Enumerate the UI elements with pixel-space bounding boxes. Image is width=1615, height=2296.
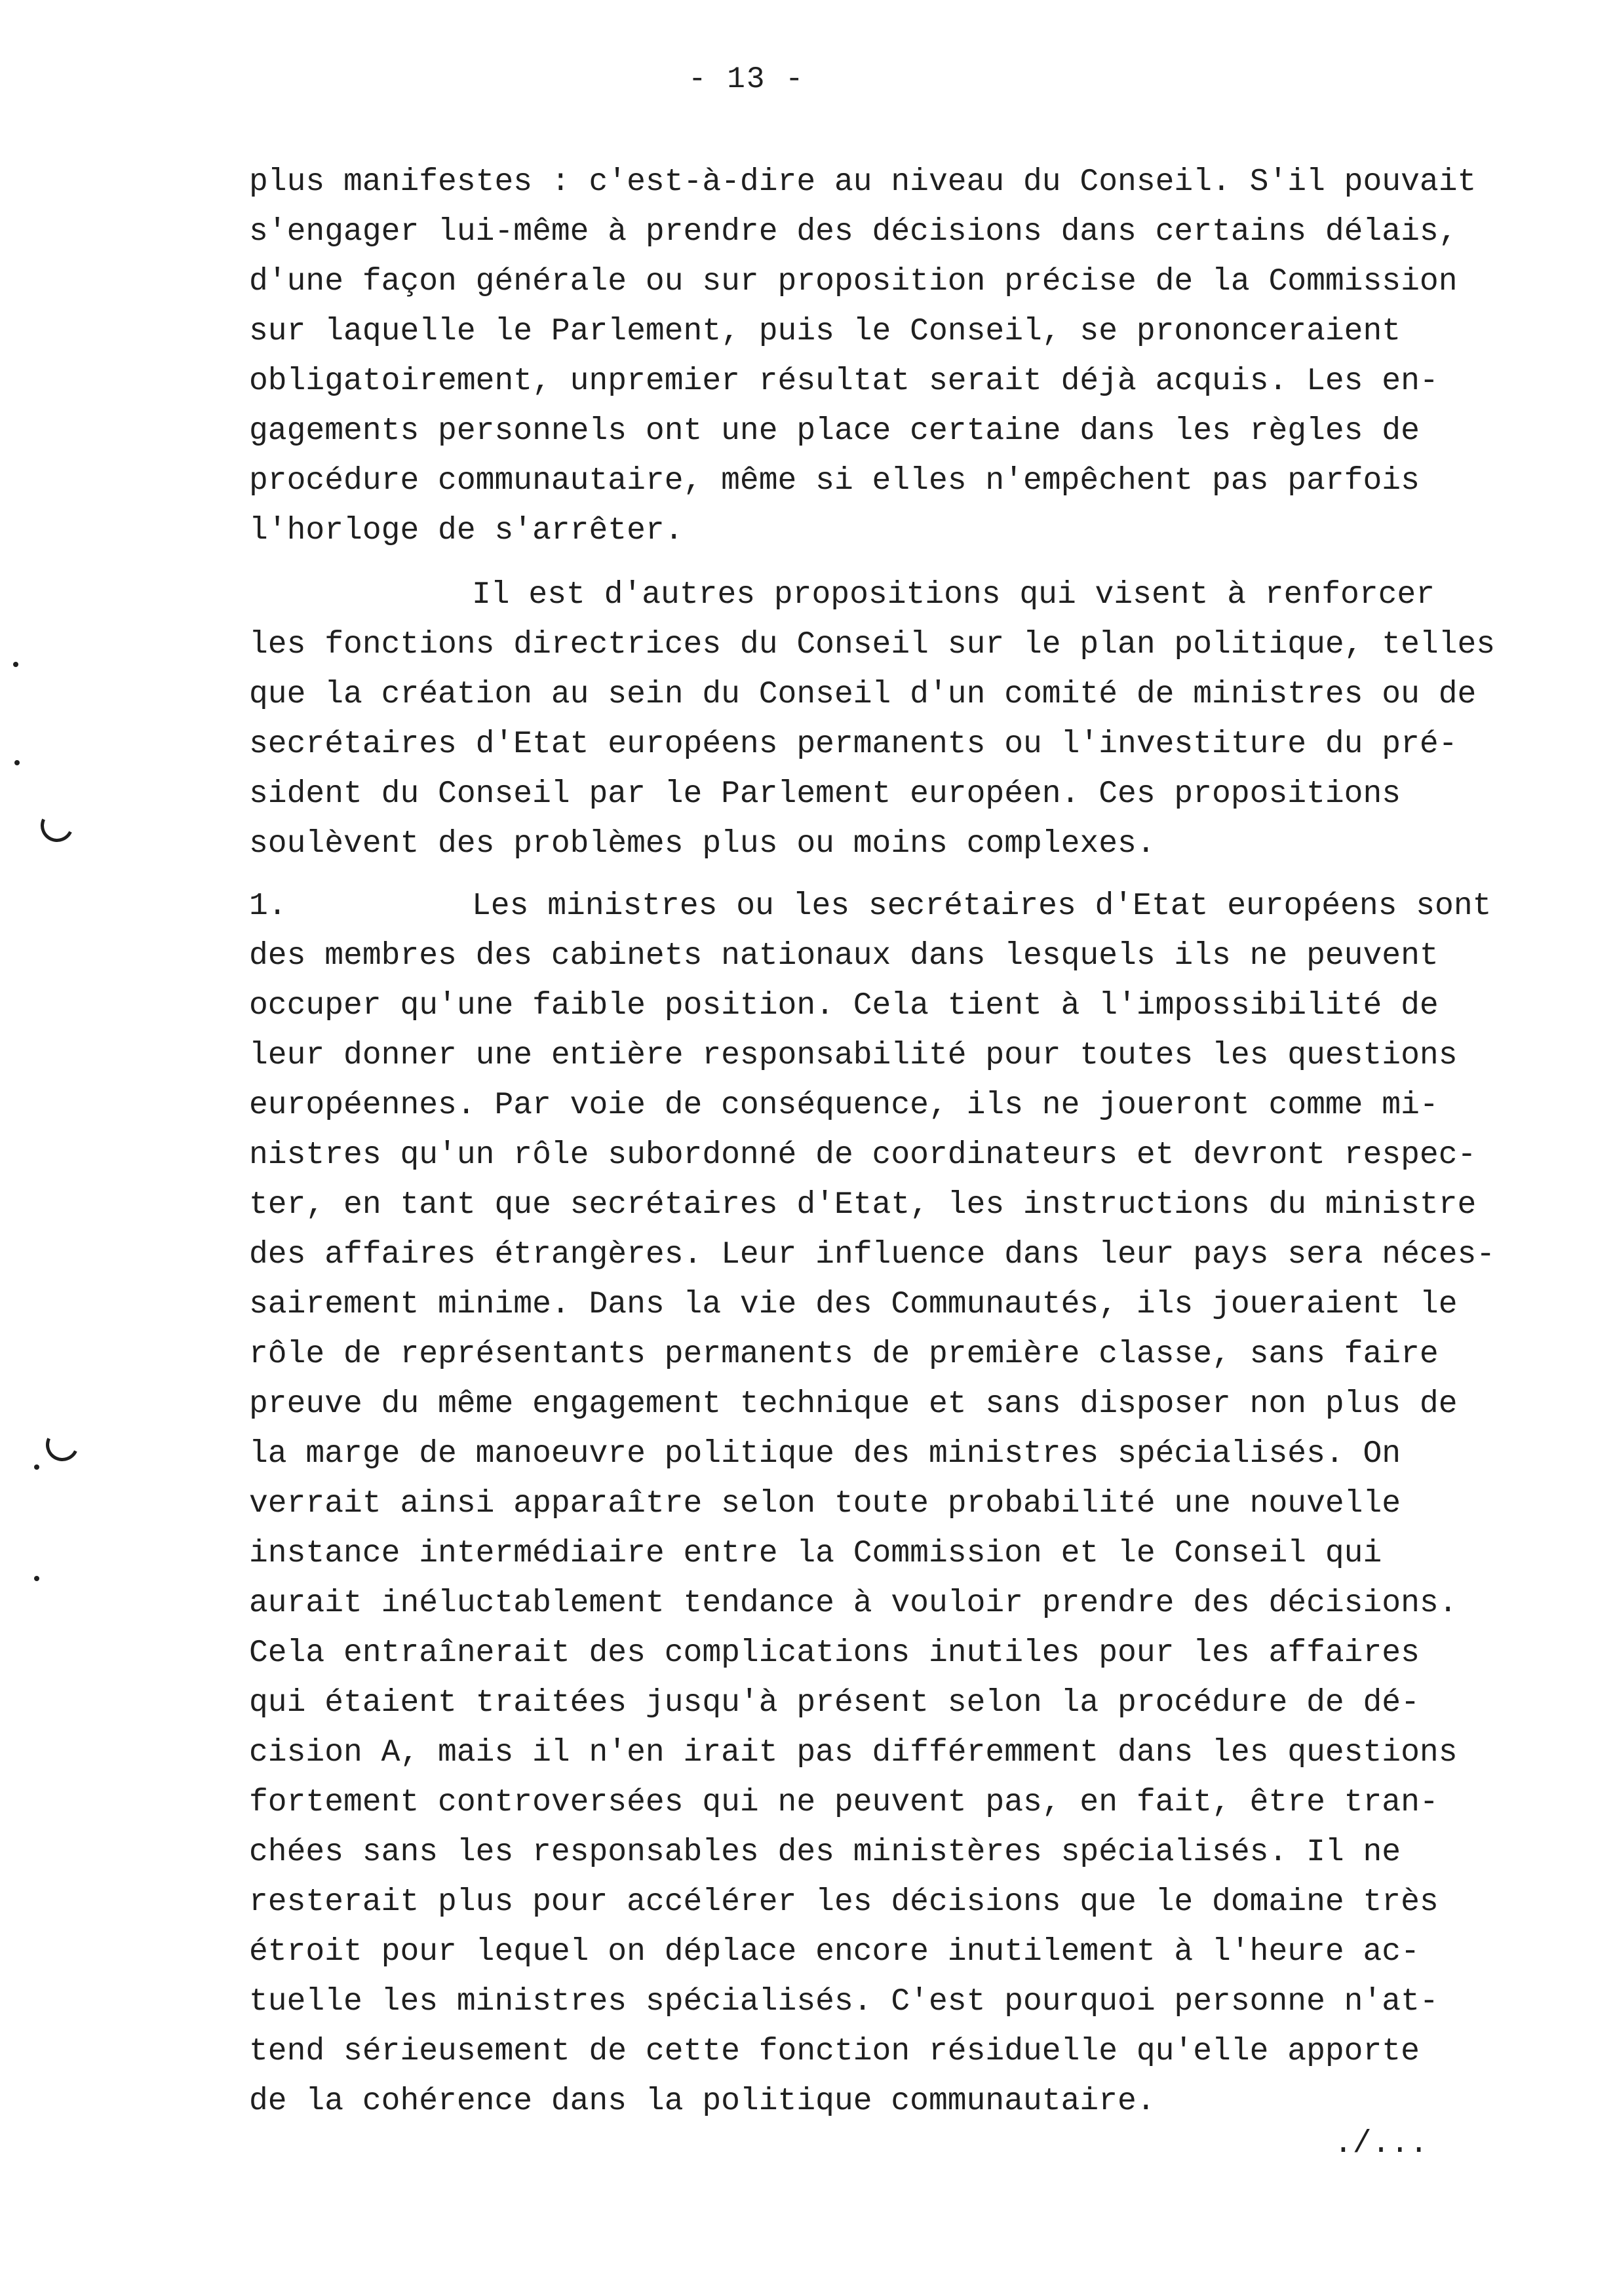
continuation-mark: ./... <box>1334 2126 1429 2162</box>
text-line: que la création au sein du Conseil d'un comité de ministres ou de <box>249 677 1477 712</box>
text-line: occuper qu'une faible position. Cela tient à l'impossibilité de <box>249 988 1439 1024</box>
text-line: tend sérieusement de cette fonction résiduelle qu'elle apporte <box>249 2034 1420 2069</box>
text-line: européennes. Par voie de conséquence, ils ne joueront comme mi- <box>249 1088 1439 1123</box>
text-line: soulèvent des problèmes plus ou moins complexes. <box>249 826 1156 862</box>
text-line: étroit pour lequel on déplace encore inutilement à l'heure ac- <box>249 1934 1420 1970</box>
text-line: des membres des cabinets nationaux dans lesquels ils ne peuvent <box>249 938 1439 974</box>
margin-dot <box>34 1576 39 1581</box>
margin-dot <box>14 760 20 765</box>
text-line: l'horloge de s'arrêter. <box>249 513 684 548</box>
text-line: sur laquelle le Parlement, puis le Conseil, se prononceraient <box>249 314 1401 349</box>
text-line: les fonctions directrices du Conseil sur le plan politique, telles <box>249 627 1496 662</box>
margin-arc-mark <box>36 805 78 847</box>
text-line: tuelle les ministres spécialisés. C'est pourquoi personne n'at- <box>249 1984 1439 2019</box>
text-line: preuve du même engagement technique et sans disposer non plus de <box>249 1387 1458 1422</box>
text-line: leur donner une entière responsabilité pour toutes les questions <box>249 1038 1458 1073</box>
text-line: resterait plus pour accélérer les décisions que le domaine très <box>249 1885 1439 1920</box>
text-line: obligatoirement, unpremier résultat serait déjà acquis. Les en- <box>249 364 1439 399</box>
text-line: procédure communautaire, même si elles n'empêchent pas parfois <box>249 463 1420 499</box>
text-line: rôle de représentants permanents de première classe, sans faire <box>249 1337 1439 1372</box>
text-line: verrait ainsi apparaître selon toute probabilité une nouvelle <box>249 1486 1401 1521</box>
text-line: qui étaient traitées jusqu'à présent selon la procédure de dé- <box>249 1685 1420 1721</box>
text-line: sident du Conseil par le Parlement européen. Ces propositions <box>249 776 1401 812</box>
paragraph-2 <box>249 570 1534 869</box>
text-line: instance intermédiaire entre la Commission et le Conseil qui <box>249 1536 1382 1571</box>
text-line: chées sans les responsables des ministères spécialisés. Il ne <box>249 1835 1401 1870</box>
text-line: la marge de manoeuvre politique des ministres spécialisés. On <box>249 1436 1401 1472</box>
paragraph-1 <box>249 157 1534 556</box>
text-line: des affaires étrangères. Leur influence dans leur pays sera néces- <box>249 1237 1496 1272</box>
text-line: Cela entraînerait des complications inutiles pour les affaires <box>249 1636 1420 1671</box>
paragraph-number: 1. <box>249 889 287 924</box>
text-line: sairement minime. Dans la vie des Communautés, ils joueraient le <box>249 1287 1458 1322</box>
text-line: de la cohérence dans la politique communautaire. <box>249 2084 1156 2119</box>
paragraph-3 <box>249 881 1534 2126</box>
text-line: nistres qu'un rôle subordonné de coordinateurs et devront respec- <box>249 1138 1477 1173</box>
text-line: plus manifestes : c'est-à-dire au niveau du Conseil. S'il pouvait <box>249 164 1477 200</box>
margin-arc-mark <box>41 1424 83 1466</box>
numbered-first-line <box>249 881 1534 931</box>
text-line: fortement controversées qui ne peuvent pas, en fait, être tran- <box>249 1785 1439 1820</box>
page-number: - 13 - <box>688 62 805 96</box>
margin-dot <box>13 662 18 667</box>
text-line: Les ministres ou les secrétaires d'Etat européens sont <box>472 889 1492 924</box>
text-line: d'une façon générale ou sur proposition précise de la Commission <box>249 264 1458 299</box>
text-line: aurait inéluctablement tendance à vouloir prendre des décisions. <box>249 1586 1458 1621</box>
margin-dot <box>34 1464 39 1470</box>
text-line: s'engager lui-même à prendre des décisions dans certains délais, <box>249 214 1458 250</box>
text-line: Il est d'autres propositions qui visent à renforcer <box>472 577 1435 613</box>
text-line: ter, en tant que secrétaires d'Etat, les instructions du ministre <box>249 1187 1477 1223</box>
text-line: secrétaires d'Etat européens permanents ou l'investiture du pré- <box>249 727 1458 762</box>
text-line: cision A, mais il n'en irait pas différemment dans les questions <box>249 1735 1458 1770</box>
text-line: gagements personnels ont une place certaine dans les règles de <box>249 413 1420 449</box>
